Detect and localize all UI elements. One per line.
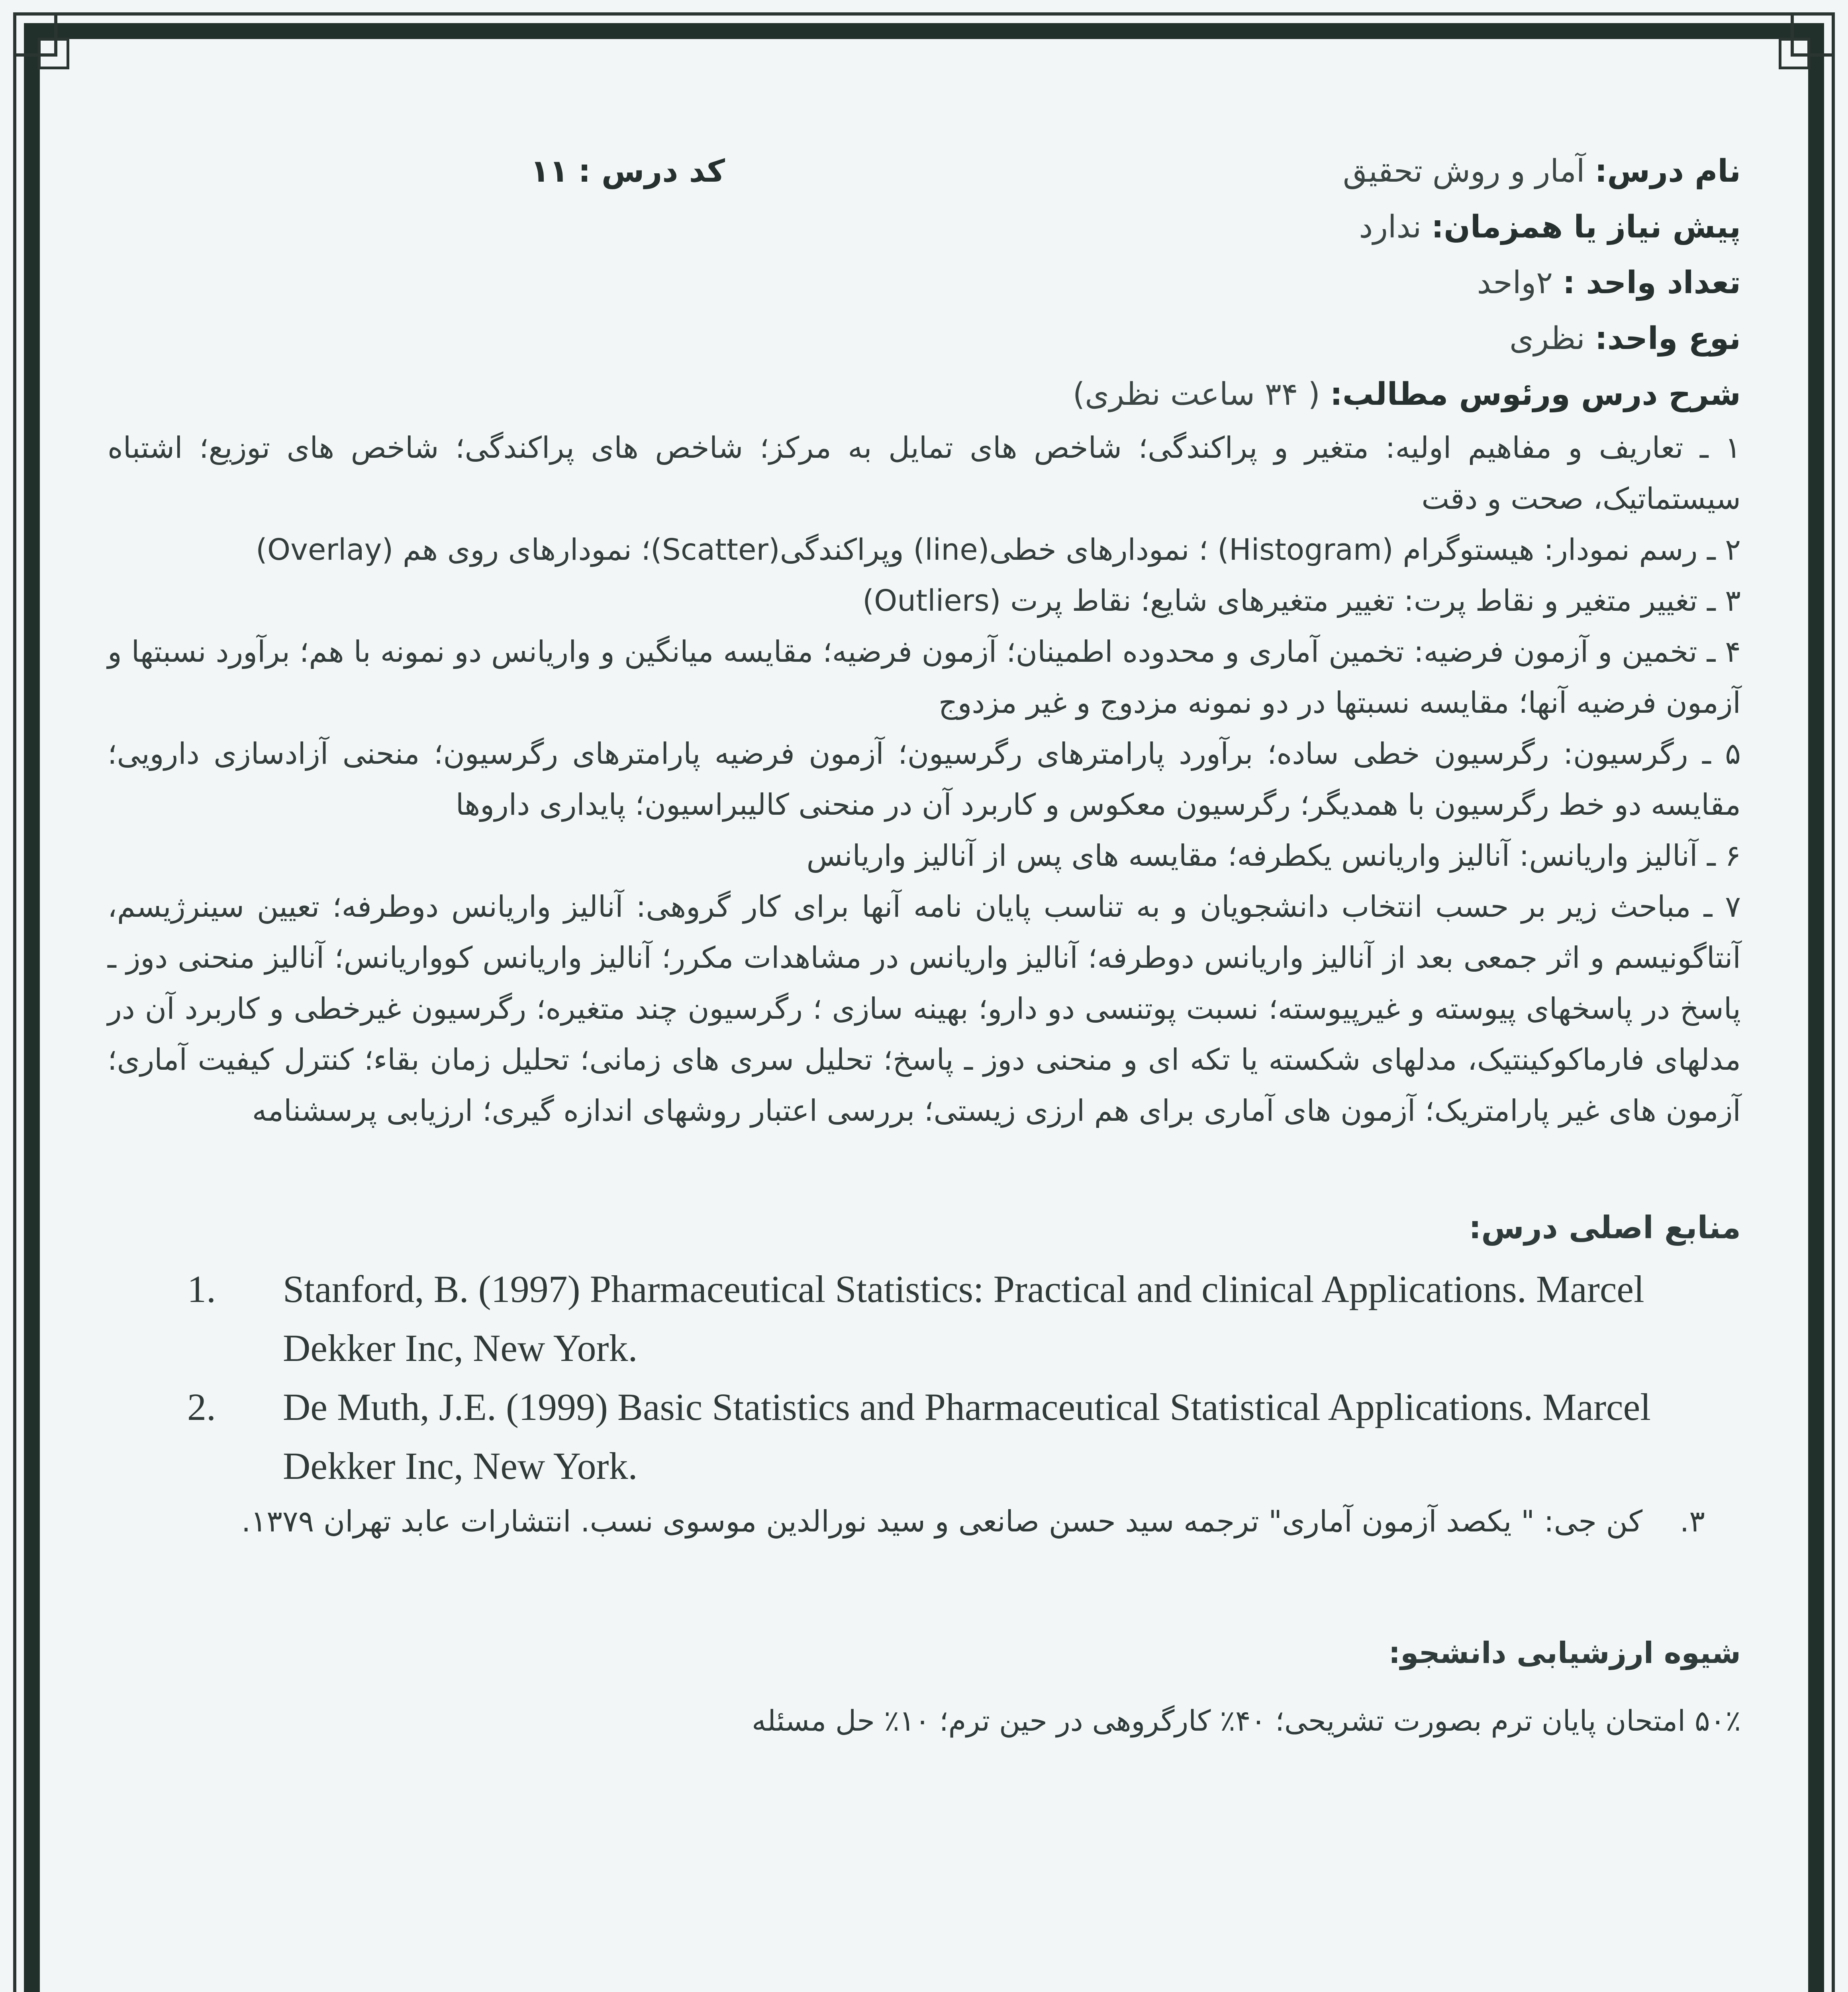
course-code-value: ۱۱ xyxy=(530,153,568,189)
references-list xyxy=(108,1260,1741,1496)
topic-text: ۲ ـ رسم نمودار: هیستوگرام (Histogram) ؛ نمودارهای خطی(line) وپراکندگی(Scatter)؛ نمودارهای روی هم (Overlay) xyxy=(255,533,1741,567)
topic-item xyxy=(108,575,1741,626)
units-value: ۲واحد xyxy=(1477,265,1553,301)
topic-text: ۱ ـ تعاریف و مفاهیم اولیه: متغیر و پراکندگی؛ شاخص های تمایل به مرکز؛ شاخص های پراکندگی؛ شاخص های توزیع؛ اشتباه سیستماتیک، صحت و دقت xyxy=(108,431,1741,516)
unit-type-label: نوع واحد: xyxy=(1595,321,1741,357)
topic-item xyxy=(108,830,1741,881)
course-name-row xyxy=(108,143,1741,199)
prerequisite-row xyxy=(108,199,1741,255)
reference-text: Stanford, B. (1997) Pharmaceutical Statistics: Practical and clinical Applications. Marcel Dekker Inc, New York. xyxy=(283,1268,1644,1369)
references-heading: منابع اصلی درس: xyxy=(1469,1210,1741,1246)
outline-row xyxy=(108,367,1741,422)
outline-hours: ( ۳۴ ساعت نظری) xyxy=(1072,376,1320,412)
reference-number: ۳. xyxy=(1679,1504,1705,1539)
topic-item xyxy=(108,728,1741,830)
prerequisite-value: ندارد xyxy=(1359,209,1422,245)
topic-item xyxy=(108,422,1741,524)
reference-item xyxy=(187,1260,1737,1378)
topic-list xyxy=(108,422,1741,1136)
course-name-value: آمار و روش تحقیق xyxy=(1342,153,1585,189)
unit-type-value: نظری xyxy=(1509,321,1585,357)
topic-item xyxy=(108,524,1741,575)
prerequisite-label: پیش نیاز یا همزمان: xyxy=(1431,209,1741,245)
topic-text: ۳ ـ تغییر متغیر و نقاط پرت: تغییر متغیرهای شایع؛ نقاط پرت (Outliers) xyxy=(862,584,1741,618)
topic-item xyxy=(108,881,1741,1136)
course-code-label: کد درس : xyxy=(578,153,725,189)
reference-item-persian xyxy=(108,1496,1741,1547)
outline-label: شرح درس ورئوس مطالب: xyxy=(1330,376,1741,412)
reference-number: 1. xyxy=(187,1268,216,1310)
reference-item xyxy=(187,1378,1737,1496)
units-row xyxy=(108,255,1741,311)
reference-text: کن جی: " یکصد آزمون آماری" ترجمه سید حسن صانعی و سید نورالدین موسوی نسب. انتشارات عابد تهران ۱۳۷۹. xyxy=(241,1504,1643,1539)
border-corner-square xyxy=(38,38,69,69)
course-code xyxy=(108,143,725,199)
evaluation-heading: شیوه ارزشیابی دانشجو: xyxy=(1388,1636,1741,1670)
topic-text: ۶ ـ آنالیز واریانس: آنالیز واریانس یکطرفه؛ مقایسه های پس از آنالیز واریانس xyxy=(806,839,1741,873)
units-label: تعداد واحد : xyxy=(1562,265,1741,301)
reference-text: De Muth, J.E. (1999) Basic Statistics and Pharmaceutical Statistical Applications. Marcel Dekker Inc, New York. xyxy=(283,1386,1651,1487)
border-corner-square xyxy=(1779,38,1810,69)
topic-text: ۵ ـ رگرسیون: رگرسیون خطی ساده؛ برآورد پارامترهای رگرسیون؛ آزمون فرضیه پارامترهای رگرسیون؛ منحنی آزادسازی دارویی؛ مقایسه دو خط رگرسیون با همدیگر؛ رگرسیون معکوس و کاربرد آن در منحنی کالیبراسیون؛ پایداری داروها xyxy=(108,737,1741,822)
topic-text: ۷ ـ مباحث زیر بر حسب انتخاب دانشجویان و به تناسب پایان نامه آنها برای کار گروهی: آنالیز واریانس دوطرفه؛ تعیین سینرژیسم، آنتاگونیسم و اثر جمعی بعد از آنالیز واریانس دوطرفه؛ آنالیز واریانس در مشاهدات مکرر؛ آنالیز واریانس کوواریانس؛ آنالیز منحنی دوز ـ پاسخ در پاسخهای پیوسته و غیرپیوسته؛ نسبت پوتنسی دو دارو؛ بهینه سازی ؛ رگرسیون چند متغیره؛ رگرسیون غیرخطی و کاربرد آن در مدلهای فارماکوکینتیک، مدلهای شکسته یا تکه ای و منحنی دوز ـ پاسخ؛ تحلیل سری های زمانی؛ تحلیل زمان بقاء؛ کنترل کیفیت آماری؛ آزمون های غیر پارامتریک؛ آزمون های آماری برای هم ارزی زیستی؛ بررسی اعتبار روشهای اندازه گیری؛ ارزیابی پرسشنامه xyxy=(108,890,1741,1128)
topic-text: ۴ ـ تخمین و آزمون فرضیه: تخمین آماری و محدوده اطمینان؛ آزمون فرضیه؛ مقایسه میانگین و واریانس دو نمونه با هم؛ برآورد نسبتها و آزمون فرضیه آنها؛ مقایسه نسبتها در دو نمونه مزدوج و غیر مزدوج xyxy=(108,635,1741,720)
course-syllabus-page xyxy=(108,143,1741,1747)
course-name-label: نام درس: xyxy=(1595,153,1741,189)
topic-item xyxy=(108,626,1741,728)
evaluation-text: ۵۰٪ امتحان پایان ترم بصورت تشریحی؛ ۴۰٪ کارگروهی در حین ترم؛ ۱۰٪ حل مسئله xyxy=(752,1704,1741,1737)
reference-number: 2. xyxy=(187,1386,216,1428)
unit-type-row xyxy=(108,311,1741,367)
